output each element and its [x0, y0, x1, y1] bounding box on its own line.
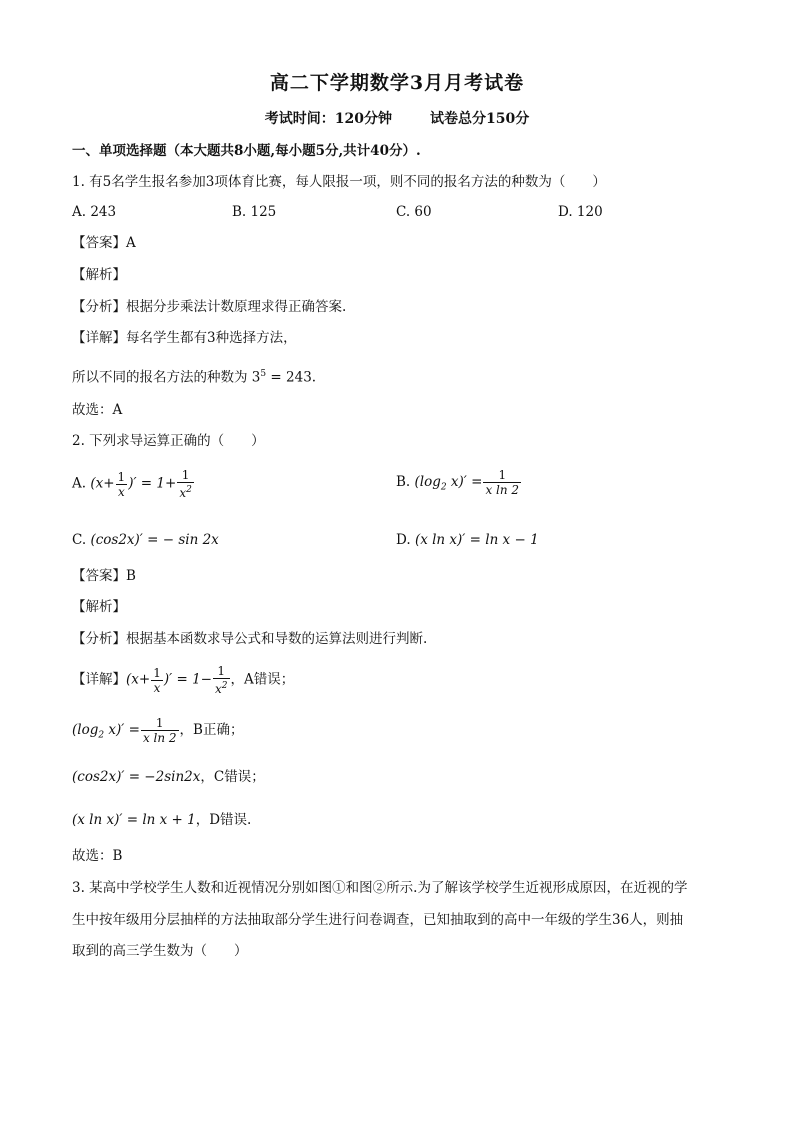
q2-analysis-label: 【解析】 — [72, 599, 126, 615]
q2-detail-c: (cos2x)′ = −2sin2x，C错误； — [72, 769, 265, 785]
q2-stem: 2. 下列求导运算正确的（ ） — [72, 433, 265, 449]
q1-answer: 【答案】A — [72, 235, 136, 251]
q3-stem-line-3: 取到的高三学生数为（ ） — [72, 943, 248, 959]
q1-option-c: C. 60 — [396, 204, 432, 220]
q1-calc: 所以不同的报名方法的种数为 $3^5 = 243$. — [72, 369, 317, 386]
exam-info — [0, 108, 794, 128]
q2-option-d: D. (x ln x)′ = ln x − 1 — [396, 532, 539, 548]
q3-stem-line-1: 3. 某高中学校学生人数和近视情况分别如图①和图②所示.为了解该学校学生近视形成原因，在近视的学 — [72, 880, 688, 896]
q1-xiangjie: 【详解】每名学生都有3种选择方法， — [72, 330, 297, 346]
q2-detail-d: (x ln x)′ = ln x + 1，D错误. — [72, 812, 252, 828]
q1-option-d: D. 120 — [558, 204, 603, 220]
q2-answer: 【答案】B — [72, 568, 136, 584]
page-title: 高二下学期数学3月月考试卷 — [269, 72, 525, 94]
q2-fenxi: 【分析】根据基本函数求导公式和导数的运算法则进行判断. — [72, 631, 428, 647]
exam-time: 考试时间：120分钟 — [264, 111, 392, 127]
q3-stem-line-2: 生中按年级用分层抽样的方法抽取部分学生进行问卷调查，已知抽取到的高中一年级的学生36人，则抽 — [72, 912, 684, 928]
q2-option-a: A. (x+ $\frac{1}{x}$ )′ = 1+ $\frac{1}{x^2}$ — [72, 468, 192, 500]
q2-detail-b: ($\log_2$ x)′ = $\frac{1}{\text{x ln 2}}$ ，B正确； — [72, 716, 244, 745]
exam-score: 试卷总分150分 — [430, 111, 530, 127]
q1-result: 故选：A — [72, 402, 123, 418]
q1-stem: 1. 有5名学生报名参加3项体育比赛，每人限报一项，则不同的报名方法的种数为（ ） — [72, 174, 606, 190]
q1-analysis-label: 【解析】 — [72, 267, 126, 283]
q1-fenxi: 【分析】根据分步乘法计数原理求得正确答案. — [72, 299, 347, 315]
q2-option-c: C. (cos2x)′ = − sin 2x — [72, 532, 219, 548]
q2-detail-a: 【详解】(x+ $\frac{1}{x}$ )′ = 1− $\frac{1}{x^2}$ ，A错误； — [72, 664, 295, 696]
q1-option-b: B. 125 — [232, 204, 277, 220]
q2-option-b: B. ($\log_2$ x)′ = $\frac{1}{\text{x ln 2}}$ — [396, 468, 520, 497]
q2-result: 故选：B — [72, 848, 123, 864]
q1-option-a: A. 243 — [72, 204, 117, 220]
section-heading: 一、单项选择题（本大题共8小题,每小题5分,共计40分）. — [72, 143, 421, 159]
